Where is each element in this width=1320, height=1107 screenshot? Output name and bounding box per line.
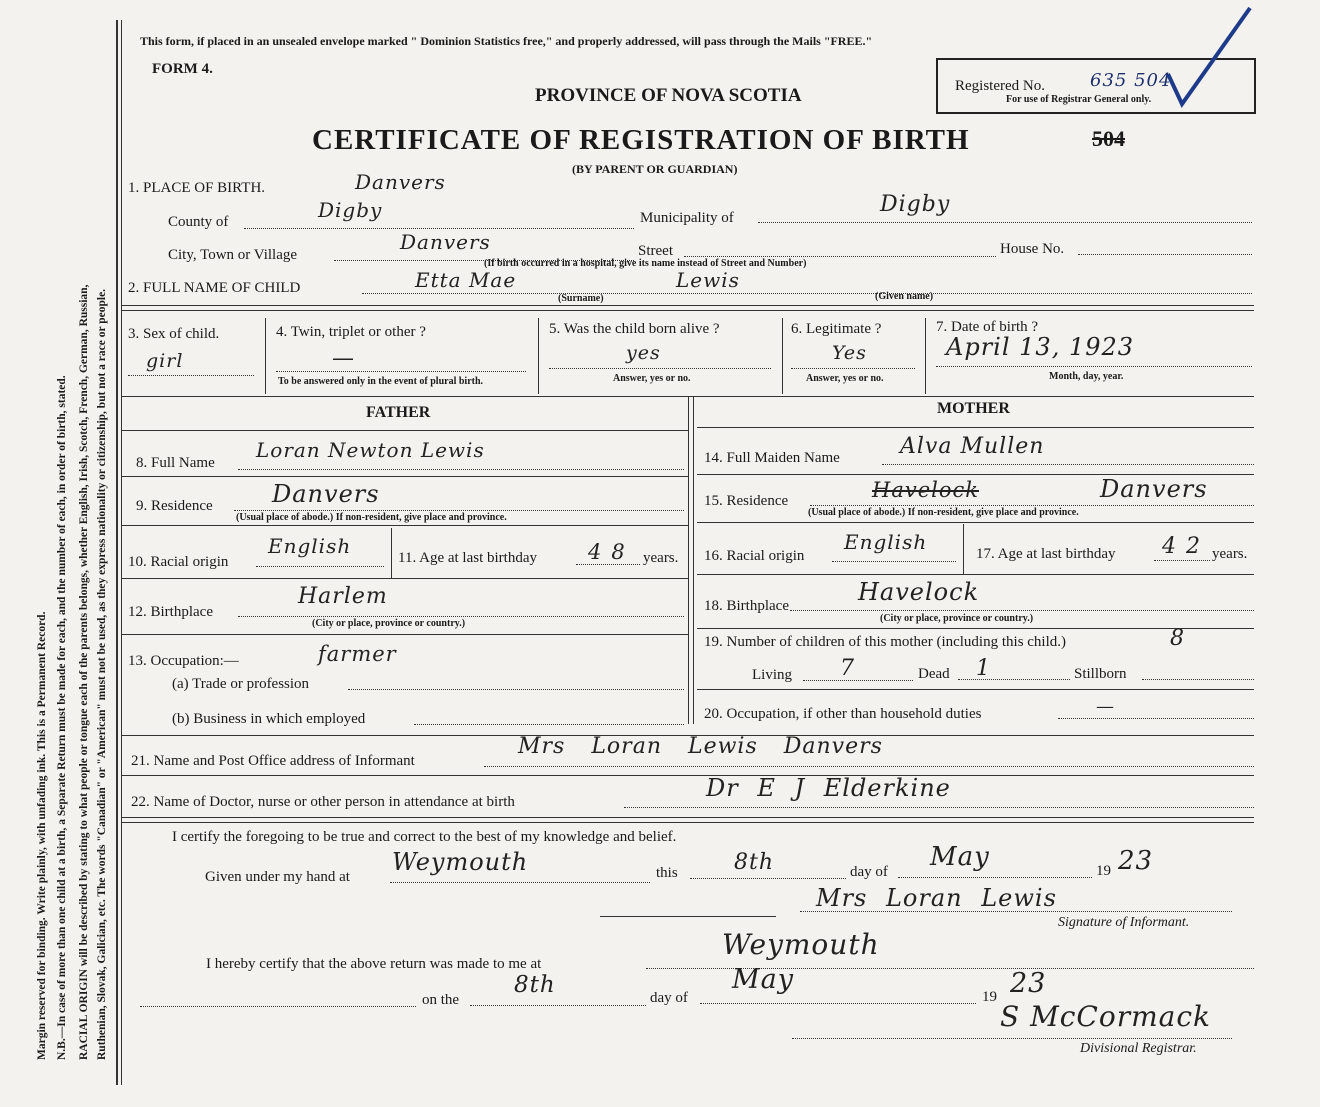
registered-label: Registered No. xyxy=(955,78,1045,94)
legitimate-label: 6. Legitimate ? xyxy=(791,321,882,337)
children-label: 19. Number of children of this mother (including this child.) xyxy=(704,634,1067,650)
doctor-line xyxy=(624,807,1254,808)
given-under-label: Given under my hand at xyxy=(205,869,350,885)
child-name-label: 2. FULL NAME OF CHILD xyxy=(128,280,301,296)
municipality-label: Municipality of xyxy=(640,210,734,226)
registrar-statement: I hereby certify that the above return was made to me at xyxy=(206,956,542,972)
street-line xyxy=(684,256,996,257)
mother-racial-value: English xyxy=(844,530,928,554)
alive-label: 5. Was the child born alive ? xyxy=(549,321,720,337)
rule-mother-5 xyxy=(697,689,1254,690)
mother-name-value: Alva Mullen xyxy=(900,434,1045,459)
given-place-value: Weymouth xyxy=(392,848,529,876)
year-value: 23 xyxy=(1118,846,1154,876)
mother-racial-line xyxy=(832,561,956,562)
row3-divider-2 xyxy=(538,318,539,394)
year-prefix: 19 xyxy=(1096,863,1111,879)
this-label: this xyxy=(656,865,678,881)
business-line xyxy=(414,724,684,725)
alive-note: Answer, yes or no. xyxy=(613,373,691,384)
father-occupation-label: 13. Occupation:— xyxy=(128,653,239,669)
mother-occupation-value: — xyxy=(1096,696,1115,717)
province-heading: PROVINCE OF NOVA SCOTIA xyxy=(535,85,802,106)
row3-divider-1 xyxy=(265,318,266,394)
informant-value: Mrs Loran Lewis Danvers xyxy=(518,734,883,759)
sex-label: 3. Sex of child. xyxy=(128,326,220,342)
father-residence-line xyxy=(234,510,684,511)
registrar-day-line xyxy=(470,1005,646,1006)
place-of-birth-value: Danvers xyxy=(355,170,446,194)
father-racial-divider xyxy=(391,528,392,578)
alive-value: yes xyxy=(626,342,661,364)
registrar-year-value: 23 xyxy=(1010,968,1047,999)
father-occupation-value: farmer xyxy=(318,642,397,666)
mother-occupation-label: 20. Occupation, if other than household duties xyxy=(704,706,982,722)
father-residence-note: (Usual place of abode.) If non-resident, give place and province. xyxy=(236,512,507,523)
sex-line xyxy=(128,375,254,376)
house-line xyxy=(1078,254,1252,255)
child-surname-value: Lewis xyxy=(676,268,740,292)
county-value: Digby xyxy=(318,198,383,222)
parents-divider-b xyxy=(693,396,694,724)
registrar-day-of-label: day of xyxy=(650,990,688,1006)
father-age-value: 48 xyxy=(588,540,635,564)
father-age-line xyxy=(576,564,640,565)
mother-name-label: 14. Full Maiden Name xyxy=(704,450,840,466)
postal-note: This form, if placed in an unsealed envelope marked " Dominion Statistics free," and properly addressed, will pass through the Mails "FREE." xyxy=(140,34,873,48)
dob-label: 7. Date of birth ? xyxy=(936,319,1039,335)
legitimate-note: Answer, yes or no. xyxy=(806,373,884,384)
on-the-label: on the xyxy=(422,992,460,1008)
margin-note-multiple-births: N.B.—In case of more than one child at a birth, a Separate Return must be made for each, and the number of each, in order of birth, stated. xyxy=(56,375,68,1060)
children-value: 8 xyxy=(1170,626,1185,651)
municipality-value: Digby xyxy=(880,192,951,217)
margin-divider-inner xyxy=(121,20,122,1085)
day-line xyxy=(690,878,846,879)
mother-years: years. xyxy=(1212,546,1248,562)
place-of-birth-label: 1. PLACE OF BIRTH. xyxy=(128,180,266,196)
municipality-line xyxy=(758,222,1252,223)
business-label: (b) Business in which employed xyxy=(172,711,366,727)
month-line xyxy=(898,877,1092,878)
mother-residence-label: 15. Residence xyxy=(704,493,789,509)
rule-informant xyxy=(122,775,1254,776)
father-birthplace-value: Harlem xyxy=(298,584,388,609)
certificate-title-number: 504 xyxy=(1092,126,1125,151)
father-name-value: Loran Newton Lewis xyxy=(256,438,485,462)
mother-residence-value: Danvers xyxy=(1100,475,1208,503)
stillborn-line xyxy=(1142,679,1254,680)
dob-line xyxy=(936,366,1252,367)
rule-father-2 xyxy=(122,525,688,526)
father-racial-value: English xyxy=(268,534,352,558)
mother-name-line xyxy=(882,464,1254,465)
father-years: years. xyxy=(643,550,679,566)
registrar-signature: S McCormack xyxy=(1000,1000,1211,1033)
registrar-title: Divisional Registrar. xyxy=(1080,1041,1197,1056)
registered-value: 635 504 xyxy=(1090,70,1172,91)
check-mark-icon xyxy=(1164,4,1254,114)
father-residence-value: Danvers xyxy=(272,480,380,508)
rule-mother-heading xyxy=(697,427,1254,428)
dead-value: 1 xyxy=(976,656,991,681)
rule-doctor-b xyxy=(122,822,1254,823)
mother-occupation-line xyxy=(1058,718,1254,719)
father-age-label: 11. Age at last birthday xyxy=(398,550,537,566)
father-birthplace-line xyxy=(238,616,684,617)
twin-value: — xyxy=(332,346,355,371)
county-line xyxy=(244,228,634,229)
dead-line xyxy=(958,679,1070,680)
given-place-line xyxy=(390,882,650,883)
child-given-value: Etta Mae xyxy=(415,268,517,292)
dob-value: April 13, 1923 xyxy=(946,333,1135,361)
twin-label: 4. Twin, triplet or other ? xyxy=(276,324,426,340)
trade-line xyxy=(348,689,684,690)
margin-note-racial-origin-cont: Ruthenian, Slovak, Galician, etc. The words "Canadian" or "American" must not be used, as they express nationality or citizenship, but not a race or people. xyxy=(96,288,108,1060)
father-birthplace-note: (City or place, province or country.) xyxy=(312,618,466,629)
stillborn-label: Stillborn xyxy=(1074,666,1127,682)
father-residence-label: 9. Residence xyxy=(136,498,213,514)
margin-note-binding: Margin reserved for binding. Write plainly, with unfading ink. This is a Permanent Record. xyxy=(36,611,48,1060)
trade-label: (a) Trade or profession xyxy=(172,676,310,692)
father-racial-line xyxy=(256,566,384,567)
mother-age-line xyxy=(1154,560,1210,561)
mother-birthplace-value: Havelock xyxy=(858,578,980,606)
signature-short-line xyxy=(600,916,776,917)
rule-father-4 xyxy=(122,634,688,635)
mother-age-value: 42 xyxy=(1162,534,1210,559)
day-of-label: day of xyxy=(850,864,888,880)
informant-signature: Mrs Loran Lewis xyxy=(816,884,1057,912)
signature-label: Signature of Informant. xyxy=(1058,915,1190,930)
rule-father-1 xyxy=(122,476,688,477)
legitimate-value: Yes xyxy=(832,342,867,364)
living-value: 7 xyxy=(840,656,855,681)
form-number: FORM 4. xyxy=(152,61,213,77)
mother-residence-line xyxy=(810,505,1254,506)
house-label: House No. xyxy=(1000,241,1065,257)
city-value: Danvers xyxy=(400,230,491,254)
legitimate-line xyxy=(791,368,915,369)
sex-value: girl xyxy=(146,350,184,372)
mother-birthplace-label: 18. Birthplace xyxy=(704,598,789,614)
certify-statement: I certify the foregoing to be true and correct to the best of my knowledge and belief. xyxy=(172,829,677,845)
dead-label: Dead xyxy=(918,666,950,682)
rule-top-row3-b xyxy=(122,310,1254,311)
margin-divider xyxy=(116,20,118,1085)
registrar-place-value: Weymouth xyxy=(722,928,880,961)
mother-birthplace-line xyxy=(790,610,1254,611)
registrar-month-value: May xyxy=(732,964,794,995)
surname-note: (Surname) xyxy=(558,293,604,304)
mother-age-label: 17. Age at last birthday xyxy=(976,546,1116,562)
row3-divider-4 xyxy=(925,318,926,394)
living-label: Living xyxy=(752,667,792,683)
father-name-label: 8. Full Name xyxy=(136,455,215,471)
registrar-day-value: 8th xyxy=(514,972,556,998)
day-value: 8th xyxy=(734,850,775,875)
registered-number-box xyxy=(936,58,1256,114)
rule-mother-3 xyxy=(697,574,1254,575)
child-name-line xyxy=(362,293,1252,294)
alive-line xyxy=(549,368,771,369)
doctor-value: Dr E J Elderkine xyxy=(706,774,951,802)
informant-label: 21. Name and Post Office address of Informant xyxy=(131,753,415,769)
parents-divider-a xyxy=(688,396,689,724)
mother-residence-note: (Usual place of abode.) If non-resident, give place and province. xyxy=(808,507,1079,518)
city-label: City, Town or Village xyxy=(168,247,298,263)
rule-top-row3 xyxy=(122,305,1254,306)
father-heading: FATHER xyxy=(366,404,431,421)
month-value: May xyxy=(930,842,990,872)
county-label: County of xyxy=(168,214,229,230)
given-name-note: (Given name) xyxy=(875,291,934,302)
registrar-month-line xyxy=(700,1003,976,1004)
twin-note: To be answered only in the event of plural birth. xyxy=(278,376,484,387)
father-name-line xyxy=(238,469,684,470)
informant-line xyxy=(484,766,1254,767)
mother-birthplace-note: (City or place, province or country.) xyxy=(880,613,1034,624)
registrar-signature-line xyxy=(792,1038,1232,1039)
living-line xyxy=(803,680,913,681)
certificate-subtitle: (BY PARENT OR GUARDIAN) xyxy=(572,162,738,176)
margin-note-racial-origin: RACIAL ORIGIN will be described by stating to what people or tongue each of the parents belongs, whether English, Irish, Scotch, French, German, Russian, xyxy=(78,284,90,1060)
certificate-title: CERTIFICATE OF REGISTRATION OF BIRTH xyxy=(312,124,970,156)
father-racial-label: 10. Racial origin xyxy=(128,554,229,570)
registrar-year-prefix: 19 xyxy=(982,989,997,1005)
twin-line xyxy=(276,371,526,372)
mother-racial-label: 16. Racial origin xyxy=(704,548,805,564)
rule-mother-2 xyxy=(697,522,1254,523)
father-birthplace-label: 12. Birthplace xyxy=(128,604,213,620)
hospital-note: (If birth occurred in a hospital, give its name instead of Street and Number) xyxy=(484,258,807,269)
mother-heading: MOTHER xyxy=(937,400,1010,417)
dob-note: Month, day, year. xyxy=(1049,371,1124,382)
doctor-label: 22. Name of Doctor, nurse or other person in attendance at birth xyxy=(131,794,515,810)
street-label: Street xyxy=(638,243,673,259)
rule-father-3 xyxy=(122,578,688,579)
registered-note: For use of Registrar General only. xyxy=(1006,94,1152,105)
registrar-left-line xyxy=(140,1006,416,1007)
rule-father-heading xyxy=(122,430,688,431)
row3-divider-3 xyxy=(782,318,783,394)
mother-residence-struck: Havelock xyxy=(872,478,979,502)
rule-doctor-a xyxy=(122,817,1254,818)
mother-racial-divider xyxy=(963,524,964,574)
